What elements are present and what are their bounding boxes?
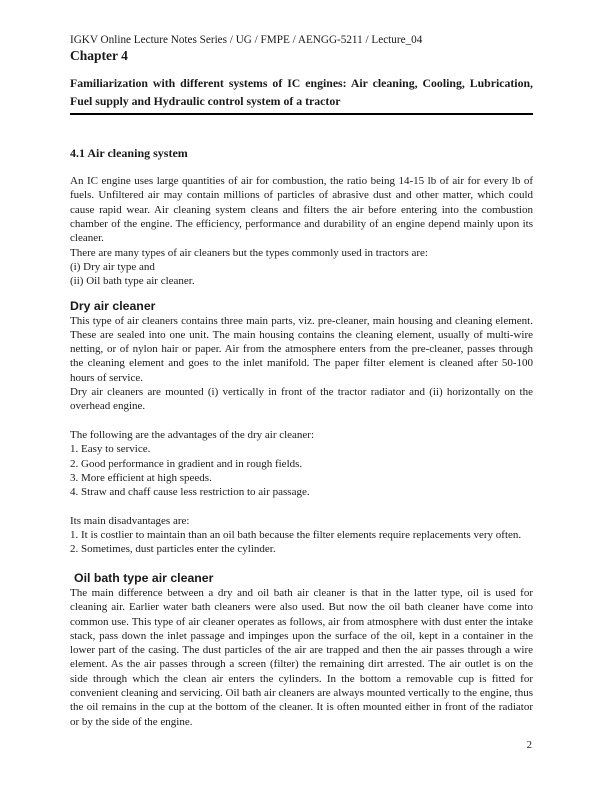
document-title-line-2: Fuel supply and Hydraulic control system of a tractor xyxy=(70,93,341,108)
list-item-disadvantage-2: 2. Sometimes, dust particles enter the cylinder. xyxy=(70,543,276,556)
document-title-line-1: Familiarization with different systems of IC engines: Air cleaning, Cooling, Lubrication, xyxy=(70,76,533,90)
list-item-type-dry: (i) Dry air type and xyxy=(70,260,155,273)
line-types-intro: There are many types of air cleaners but the types commonly used in tractors are: xyxy=(70,246,428,259)
line-advantages-intro: The following are the advantages of the dry air cleaner: xyxy=(70,428,315,441)
paragraph-dry-p2: Dry air cleaners are mounted (i) vertically in front of the tractor radiator and (ii) horizontally on the overhead engine. xyxy=(70,386,533,413)
paragraph-air-cleaning-intro: An IC engine uses large quantities of air for combustion, the ratio being 14-15 lb of air for every lb of fuels. Unfiltered air may contain millions of particles of abrasive dust and other matter, which could cause rapid wear. Air cleaning system cleans and filters the air before entering into the combustion chamber of the engine. The efficiency, performance and durability of an engine depend mainly upon its cleaner. xyxy=(70,175,533,245)
list-item-advantage-3: 3. More efficient at high speeds. xyxy=(70,471,212,484)
section-heading-oil-bath-air-cleaner: Oil bath type air cleaner xyxy=(74,570,214,585)
list-item-disadvantage-1: 1. It is costlier to maintain than an oil bath because the filter elements require replacements very often. xyxy=(70,529,522,542)
paragraph-dry-p1: This type of air cleaners contains three main parts, viz. pre-cleaner, main housing and cleaning element. These are sealed into one unit. The main housing contains the cleaning element, usually of multi-wire netting, or of nylon hair or paper. Air from the atmosphere enters from the pre-cleaner, passes through the cleaning element and goes to the inlet manifold. The paper filter element is cleaned after 50-100 hours of service. xyxy=(70,314,533,384)
list-item-advantage-1: 1. Easy to service. xyxy=(70,443,151,456)
section-heading-air-cleaning: 4.1 Air cleaning system xyxy=(70,146,188,161)
header-series-line: IGKV Online Lecture Notes Series / UG / FMPE / AENGG-5211 / Lecture_04 xyxy=(70,34,423,46)
line-disadvantages-intro: Its main disadvantages are: xyxy=(70,514,190,527)
list-item-advantage-4: 4. Straw and chaff cause less restriction to air passage. xyxy=(70,486,310,499)
chapter-heading: Chapter 4 xyxy=(70,48,128,63)
document-title xyxy=(70,75,533,115)
list-item-advantage-2: 2. Good performance in gradient and in rough fields. xyxy=(70,457,303,470)
paragraph-oil-bath-p1: The main difference between a dry and oil bath air cleaner is that in the latter type, oil is used for cleaning air. Earlier water bath cleaners were also used. But now the oil bath cleaner have come into common use. This type of air cleaner operates as follows, air from atmosphere with dust enter the intake stack, pass down the inlet passage and impinges upon the surface of the oil, kept in a container in the lower part of the casing. The dust particles of the air are trapped and then the air passes through a wire element. As the air passes through a screen (filter) the remaining dirt arrested. The air outlet is on the side through which the clean air enters the cylinders. In the bottom a removable cup is fitted for convenient cleaning and servicing. Oil bath air cleaners are always mounted vertically to the engine, thus the oil remains in the cup at the bottom of the cleaner. It is often mounted either in front of the radiator or by the side of the engine. xyxy=(70,586,533,728)
section-heading-dry-air-cleaner: Dry air cleaner xyxy=(70,298,156,313)
list-item-type-oil-bath: (ii) Oil bath type air cleaner. xyxy=(70,275,195,288)
page-number: 2 xyxy=(526,739,532,751)
